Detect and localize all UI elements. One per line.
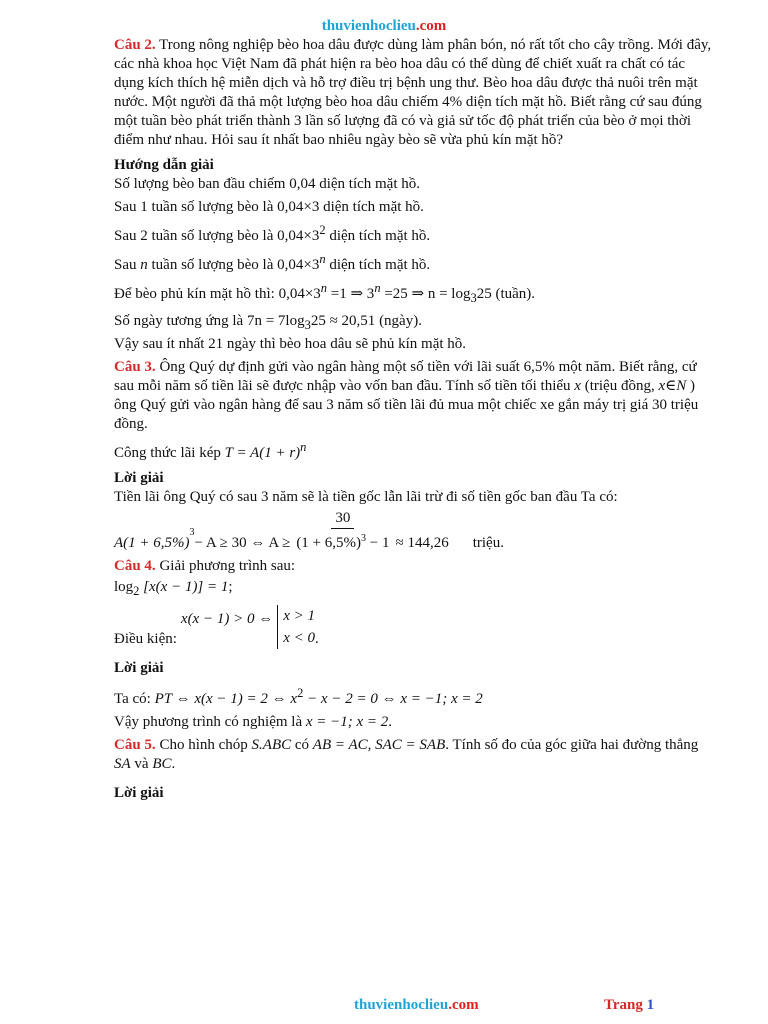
solution-4-line-2: Vậy phương trình có nghiệm là x = −1; x = 2.	[114, 714, 393, 730]
guide-line-5: Để bèo phủ kín mặt hồ thì: $0,04\times 3^n =1$ ⇒ 3$^n$ =25 ⇒ $n = \log_325$ (tuần).	[114, 281, 536, 305]
solution-3-equation: A(1 + 6,5%) $^3$ − A ≥ 30 ⇔ A ≥ $\frac{30}{(1 + 6,5\%)^3 - 1}$ ≈ 144,26 triệu.	[114, 510, 504, 551]
solution-4-line-1: Ta có: PT ⇔ x(x − 1) = 2 ⇔ $x^2 - x - 2 = 0$ ⇔ x = −1; x = 2	[114, 686, 483, 707]
guide-conclusion: Vậy sau ít nhất 21 ngày thì bèo hoa dâu sẽ phủ kín mặt hồ.	[114, 336, 467, 352]
fraction: $\frac{30}{(1 + 6,5\%)^3 - 1}$	[296, 510, 390, 551]
condition-brace: x > 1 x < 0	[277, 605, 315, 649]
question-5: Câu 5. Cho hình chóp S.ABC có AB = AC, SAC = SAB. Tính số đo của góc giữa hai đường thẳng SA và BC.	[114, 737, 699, 772]
question-2: Câu 2. Trong nông nghiệp bèo hoa dâu được dùng làm phân bón, nó rất tốt cho cây trồng. Mới đây, các nhà khoa học Việt Nam đã phát hiện ra bèo hoa dâu có thể dùng để chiết xuất ra chất có tác dụng kích thích hệ miễn dịch và hỗ trợ điều trị bệnh ung thư. Bèo hoa dâu được thả nuôi trên mặt nước. Một người đã thả một lượng bèo hoa dâu chiếm 4% diện tích mặt hồ. Biết rằng cứ sau đúng một tuần bèo phát triển thành 3 lần số lượng đã có và giả sử tốc độ phát triển của bèo ở mọi thời điểm như nhau. Hỏi sau ít nhất bao nhiêu ngày bèo sẽ vừa phủ kín mặt hồ?	[114, 37, 712, 148]
guide-line-2: Sau 1 tuần số lượng bèo là 0,04×3 diện tích mặt hồ.	[114, 199, 424, 215]
guide-line-6: Số ngày tương ứng là $7n = 7\log_325 \approx 20,51$ (ngày).	[114, 313, 422, 332]
document-body	[114, 36, 714, 803]
solution-heading-4: Lời giải	[114, 660, 164, 676]
solution-heading-5: Lời giải	[114, 785, 164, 801]
compound-interest-formula: Công thức lãi kép $T = A(1 + r)^n$	[114, 440, 307, 461]
header-site-name: thuvienhoclieu.com	[321, 18, 447, 34]
domain-condition: Điều kiện: x(x − 1) > 0 ⇔ x > 1 x < 0 .	[114, 605, 714, 649]
guide-line-1: Số lượng bèo ban đầu chiếm 0,04 diện tích mặt hồ.	[114, 176, 421, 192]
guide-heading: Hướng dẫn giải	[114, 157, 214, 173]
footer-site-name: thuvienhoclieu.com	[354, 997, 479, 1013]
question-4: Câu 4. Giải phương trình sau:	[114, 558, 296, 574]
question-4-equation: $\log_2 [x(x - 1)] = 1$;	[114, 579, 233, 598]
solution-3-line-1: Tiền lãi ông Quý có sau 3 năm sẽ là tiền gốc lẫn lãi trừ đi số tiền gốc ban đầu Ta có:	[114, 489, 618, 505]
guide-line-3: Sau 2 tuần số lượng bèo là $0,04\times 3^2$ diện tích mặt hồ.	[114, 223, 431, 244]
page-number: Trang 1	[604, 997, 655, 1013]
question-3: Câu 3. Ông Quý dự định gửi vào ngân hàng một số tiền với lãi suất 6,5% một năm. Biết rằng, cứ sau mỗi năm số tiền lãi sẽ được nhập vào vốn ban đầu. Tính số tiền tối thiểu x (triệu đồng, x∈N ) ông Quý gửi vào ngân hàng để sau 3 năm số tiền lãi đủ mua một chiếc xe gắn máy trị giá 30 triệu đồng.	[114, 359, 699, 432]
solution-heading-3: Lời giải	[114, 470, 164, 486]
guide-line-4: Sau n tuần số lượng bèo là $0,04\times 3^n$ diện tích mặt hồ.	[114, 252, 431, 273]
